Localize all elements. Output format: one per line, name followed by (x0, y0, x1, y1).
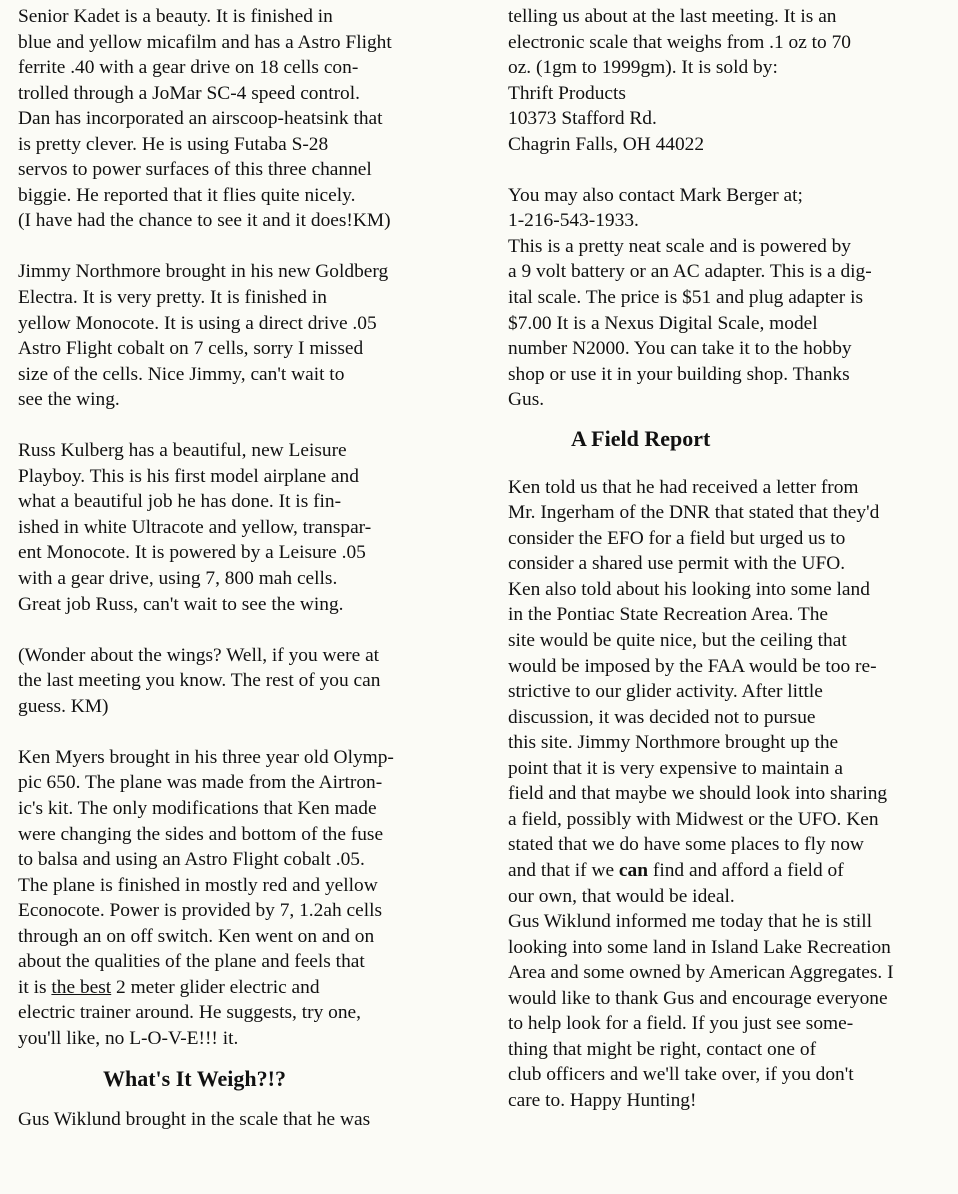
text-line: yellow Monocote. It is using a direct drive .05 (18, 312, 377, 334)
left-column (18, 4, 468, 1133)
text-line: electronic scale that weighs from .1 oz to 70 (508, 31, 851, 53)
text-line: size of the cells. Nice Jimmy, can't wait to (18, 363, 345, 385)
text-line: Mr. Ingerham of the DNR that stated that they'd (508, 502, 880, 524)
text-line: strictive to our glider activity. After little (508, 681, 823, 703)
text-line: (I have had the chance to see it and it does!KM) (18, 210, 391, 232)
text-line: Jimmy Northmore brought in his new Goldberg (18, 261, 389, 283)
text-line: what a beautiful job he has done. It is fin- (18, 491, 342, 513)
text-line: consider a shared use permit with the UFO. (508, 553, 846, 575)
text-line: the last meeting you know. The rest of you can (18, 670, 381, 692)
text-line: 10373 Stafford Rd. (508, 108, 657, 130)
text-line: Econocote. Power is provided by 7, 1.2ah cells (18, 900, 383, 922)
underlined-best: the best (51, 976, 112, 998)
text-line: a field, possibly with Midwest or the UFO. Ken (508, 808, 879, 830)
paragraph-jimmy-electra (18, 259, 468, 412)
text-line: Ken also told about his looking into some land (508, 578, 870, 600)
text-line: Ken told us that he had received a letter from (508, 476, 859, 498)
text-line: Gus. (508, 389, 545, 411)
text-line: 1-216-543-1933. (508, 210, 639, 232)
text-line: (Wonder about the wings? Well, if you were at (18, 644, 380, 666)
text-line: about the qualities of the plane and feels that (18, 951, 365, 973)
text-line: would like to thank Gus and encourage everyone (508, 987, 888, 1009)
best-line: it is the best 2 meter glider electric and (18, 976, 320, 998)
text-line: The plane is finished in mostly red and yellow (18, 874, 378, 896)
text-line: consider the EFO for a field but urged us to (508, 527, 846, 549)
text-line: Gus Wiklund brought in the scale that he was (18, 1109, 371, 1131)
text-line: telling us about at the last meeting. It is an (508, 6, 837, 27)
text-line: Chagrin Falls, OH 44022 (508, 133, 705, 155)
text-line: You may also contact Mark Berger at; (508, 184, 803, 206)
text-line: Gus Wiklund informed me today that he is still (508, 911, 873, 933)
text-line: electric trainer around. He suggests, try one, (18, 1002, 361, 1024)
paragraph-scale-info (508, 4, 948, 157)
paragraph-russ-playboy (18, 438, 468, 617)
text-line: were changing the sides and bottom of the fuse (18, 823, 384, 845)
text-line: Senior Kadet is a beauty. It is finished in (18, 6, 333, 27)
text-line: ic's kit. The only modifications that Ken made (18, 797, 377, 819)
text-line: ferrite .40 with a gear drive on 18 cells con- (18, 57, 359, 79)
text-line: stated that we do have some places to fly now (508, 834, 864, 856)
text-line: you'll like, no L-O-V-E!!! it. (18, 1027, 239, 1049)
right-column (508, 4, 948, 1113)
paragraph-contact-mark (508, 183, 948, 234)
text-line: Area and some owned by American Aggregates. I (508, 962, 894, 984)
text-line: point that it is very expensive to maintain a (508, 757, 843, 779)
text-line: Ken Myers brought in his three year old Olymp- (18, 746, 394, 768)
text-line: This is a pretty neat scale and is powered by (508, 235, 852, 257)
paragraph-field-report (508, 475, 948, 858)
text-line: ital scale. The price is $51 and plug adapter is (508, 287, 864, 309)
can-line: and that if we can find and afford a field of (508, 859, 844, 881)
heading-field-report: A Field Report (571, 425, 711, 451)
text-line: Dan has incorporated an airscoop-heatsink that (18, 108, 383, 130)
bold-can: can (618, 859, 649, 881)
text-line: guess. KM) (18, 695, 109, 717)
text-line: club officers and we'll take over, if you don't (508, 1064, 854, 1086)
text-line: looking into some land in Island Lake Recreation (508, 936, 891, 958)
text-line: trolled through a JoMar SC-4 speed control. (18, 82, 360, 104)
paragraph-gus-scale (18, 1107, 468, 1133)
text-line: a 9 volt battery or an AC adapter. This is a dig- (508, 261, 872, 283)
text-line: with a gear drive, using 7, 800 mah cells. (18, 568, 338, 590)
text-line: Astro Flight cobalt on 7 cells, sorry I missed (18, 338, 364, 360)
text-line: Playboy. This is his first model airplane and (18, 465, 359, 487)
paragraph-ken-olympic-end (18, 1000, 468, 1051)
text-line: this site. Jimmy Northmore brought up the (508, 732, 839, 754)
text-line: site would be quite nice, but the ceiling that (508, 630, 847, 652)
text-line: is pretty clever. He is using Futaba S-28 (18, 133, 329, 155)
text-line: pic 650. The plane was made from the Airtron- (18, 772, 383, 794)
text-line: biggie. He reported that it flies quite nicely. (18, 184, 356, 206)
text-line: in the Pontiac State Recreation Area. The (508, 604, 829, 626)
text-line: to help look for a field. If you just see some- (508, 1013, 854, 1035)
text-line: discussion, it was decided not to pursue (508, 706, 816, 728)
paragraph-wonder-wings (18, 643, 468, 720)
text-line: would be imposed by the FAA would be too re- (508, 655, 877, 677)
paragraph-kadet (18, 4, 468, 234)
text-line: Great job Russ, can't wait to see the wing. (18, 593, 344, 615)
text-line: Thrift Products (508, 82, 626, 104)
text-line: care to. Happy Hunting! (508, 1089, 697, 1111)
text-line: to balsa and using an Astro Flight cobalt .05. (18, 849, 365, 871)
text-line: servos to power surfaces of this three channel (18, 159, 372, 181)
text-line: blue and yellow micafilm and has a Astro Flight (18, 31, 392, 53)
text-line: number N2000. You can take it to the hobby (508, 338, 852, 360)
text-line: Electra. It is very pretty. It is finished in (18, 287, 327, 309)
heading-whats-it-weigh: What's It Weigh?!? (103, 1066, 286, 1092)
text-line: Russ Kulberg has a beautiful, new Leisure (18, 440, 347, 462)
text-line: ent Monocote. It is powered by a Leisure .05 (18, 542, 366, 564)
paragraph-field-report-end (508, 884, 948, 1114)
text-line: shop or use it in your building shop. Thanks (508, 363, 850, 385)
text-line: our own, that would be ideal. (508, 885, 735, 907)
text-line: see the wing. (18, 389, 120, 411)
text-line: oz. (1gm to 1999gm). It is sold by: (508, 57, 778, 79)
text-line: $7.00 It is a Nexus Digital Scale, model (508, 312, 818, 334)
text-line: through an on off switch. Ken went on and on (18, 925, 375, 947)
paragraph-scale-details (508, 234, 948, 413)
text-line: field and that maybe we should look into sharing (508, 783, 888, 805)
text-line: ished in white Ultracote and yellow, transpar- (18, 516, 372, 538)
paragraph-ken-olympic (18, 745, 468, 975)
text-line: thing that might be right, contact one of (508, 1038, 817, 1060)
